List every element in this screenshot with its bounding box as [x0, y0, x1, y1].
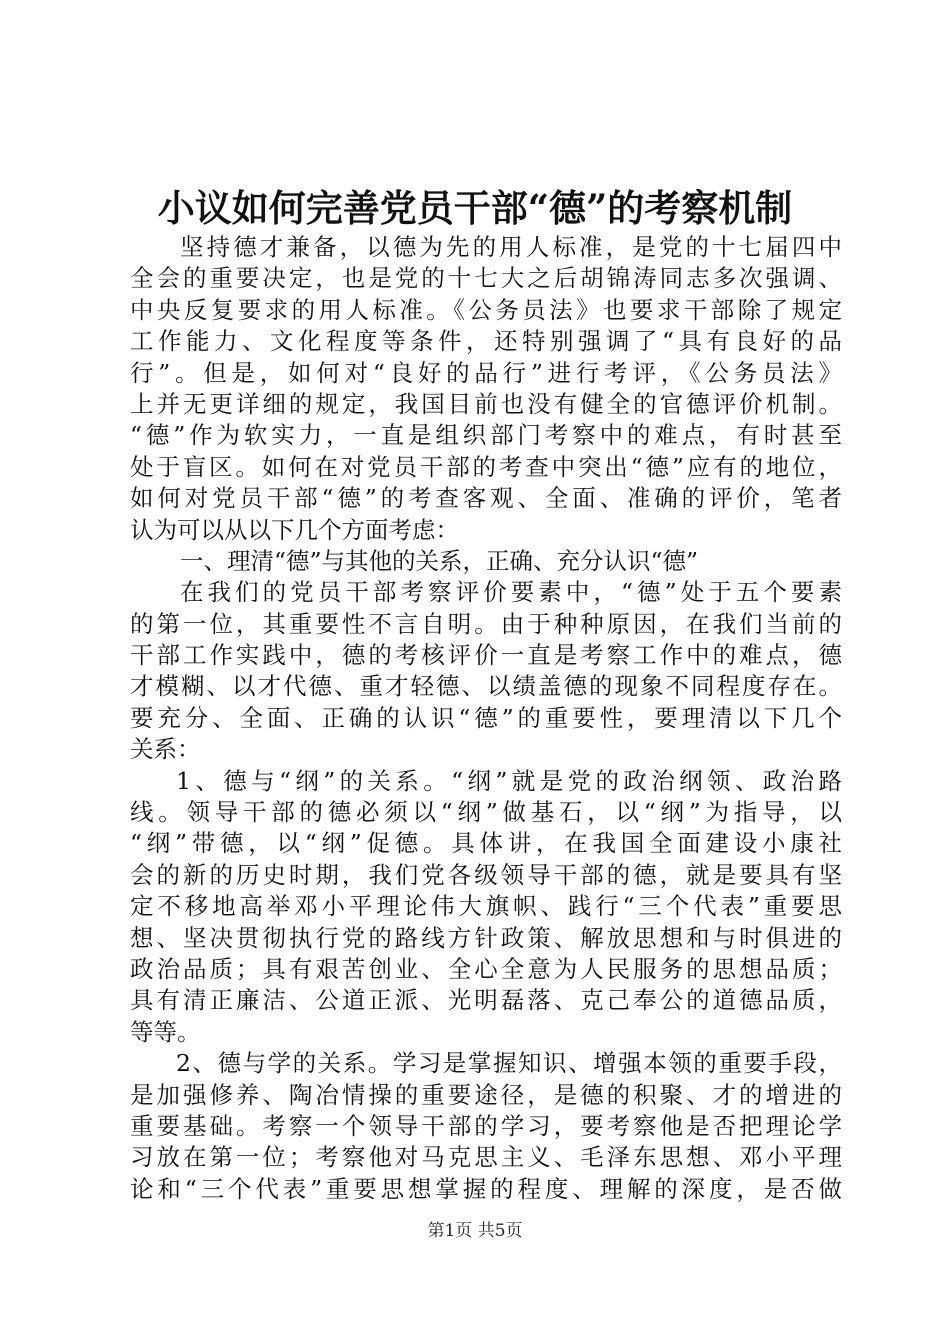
- body-line: 干部工作实践中，德的考核评价一直是考察工作中的难点，德: [130, 641, 842, 670]
- body-line: 论和“三个代表”重要思想掌握的程度、理解的深度，是否做: [130, 1174, 842, 1203]
- body-line: 重要基础。考察一个领导干部的学习，要考察他是否把理论学: [130, 1111, 842, 1140]
- body-line: 中央反复要求的用人标准。《公务员法》也要求干部除了规定: [130, 295, 842, 324]
- body-line: 会的新的历史时期，我们党各级领导干部的德，就是要具有坚: [130, 860, 842, 889]
- body-line: 的第一位，其重要性不言自明。由于种种原因，在我们当前的: [130, 609, 842, 638]
- body-line: 等等。: [130, 1017, 201, 1046]
- body-line: 习放在第一位；考察他对马克思主义、毛泽东思想、邓小平理: [130, 1143, 842, 1172]
- body-line: “德”作为软实力，一直是组织部门考察中的难点，有时甚至: [130, 421, 842, 450]
- body-line: “纲”带德，以“纲”促德。具体讲，在我国全面建设小康社: [130, 829, 842, 858]
- body-line: 坚持德才兼备，以德为先的用人标准，是党的十七届四中: [180, 233, 842, 261]
- body-line: 认为可以从以下几个方面考虑：: [130, 515, 459, 544]
- body-line: 行”。但是，如何对“良好的品行”进行考评，《公务员法》: [130, 358, 842, 387]
- body-line: 定不移地高举邓小平理论伟大旗帜、践行“三个代表”重要思: [130, 892, 842, 921]
- body-line: 关系：: [130, 735, 201, 764]
- body-line: 要充分、全面、正确的认识“德”的重要性，要理清以下几个: [130, 703, 842, 732]
- body-line: 上并无更详细的规定，我国目前也没有健全的官德评价机制。: [130, 389, 842, 418]
- body-line: 是加强修养、陶冶情操的重要途径，是德的积聚、才的增进的: [130, 1080, 842, 1109]
- section-heading: 一、理清“德”与其他的关系，正确、充分认识“德”: [180, 546, 699, 575]
- page-number-footer: 第1页 共5页: [427, 1221, 523, 1241]
- body-line: 才模糊、以才代德、重才轻德、以绩盖德的现象不同程度存在。: [130, 672, 842, 701]
- body-line: 全会的重要决定，也是党的十七大之后胡锦涛同志多次强调、: [130, 264, 842, 293]
- body-line: 如何对党员干部“德”的考查客观、全面、准确的评价，笔者: [130, 484, 842, 513]
- body-line: 具有清正廉洁、公道正派、光明磊落、克己奉公的道德品质，: [130, 986, 842, 1015]
- document-body: [130, 232, 842, 1205]
- body-line: 1、德与“纲”的关系。“纲”就是党的政治纲领、政治路: [176, 766, 842, 795]
- body-line: 线。领导干部的德必须以“纲”做基石，以“纲”为指导，以: [130, 798, 842, 827]
- body-line: 工作能力、文化程度等条件，还特别强调了“具有良好的品: [130, 327, 842, 356]
- body-line: 政治品质；具有艰苦创业、全心全意为人民服务的思想品质；: [130, 954, 842, 983]
- body-line: 在我们的党员干部考察评价要素中，“德”处于五个要素: [180, 578, 842, 607]
- body-line: 2、德与学的关系。学习是掌握知识、增强本领的重要手段，: [176, 1049, 842, 1078]
- body-line: 想、坚决贯彻执行党的路线方针政策、解放思想和与时俱进的: [130, 923, 842, 952]
- document-title: 小议如何完善党员干部“德”的考察机制: [157, 186, 793, 230]
- body-line: 处于盲区。如何在对党员干部的考查中突出“德”应有的地位，: [130, 452, 842, 481]
